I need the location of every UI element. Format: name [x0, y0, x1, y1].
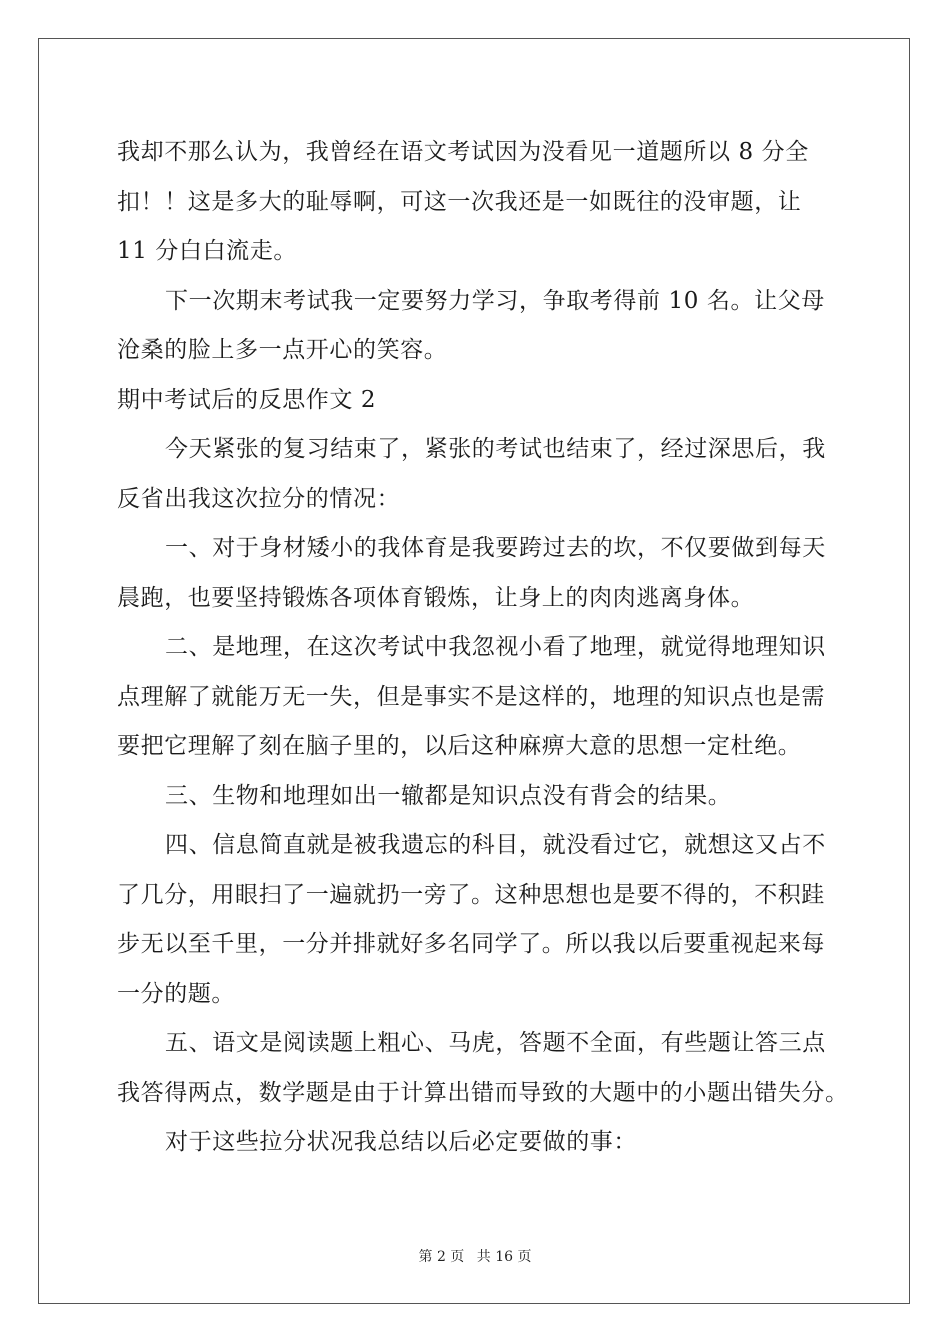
text-line: 晨跑，也要坚持锻炼各项体育锻炼，让身上的肉肉逃离身体。	[117, 584, 755, 611]
text-line: 五、语文是阅读题上粗心、马虎，答题不全面，有些题让答三点	[165, 1030, 826, 1056]
text-line: 下一次期末考试我一定要努力学习，争取考得前 10 名。让父母	[165, 287, 825, 314]
text-line: 三、生物和地理如出一辙都是知识点没有背会的结果。	[165, 782, 732, 809]
text-line: 我却不那么认为，我曾经在语文考试因为没看见一道题所以 8 分全	[117, 139, 809, 165]
document-body	[117, 128, 849, 1168]
text-line: 反省出我这次拉分的情况：	[117, 485, 401, 512]
page-footer	[0, 1246, 950, 1266]
text-line: 一、对于身材矮小的我体育是我要跨过去的坎，不仅要做到每天	[165, 535, 826, 561]
text-line: 步无以至千里，一分并排就好多名同学了。所以我以后要重视起来每	[117, 931, 825, 957]
text-line: 二、是地理，在这次考试中我忽视小看了地理，就觉得地理知识	[165, 634, 826, 660]
text-line: 沧桑的脸上多一点开心的笑容。	[117, 337, 448, 363]
text-line: 今天紧张的复习结束了，紧张的考试也结束了，经过深思后，我	[165, 436, 826, 462]
text-line: 要把它理解了刻在脑子里的，以后这种麻痹大意的思想一定杜绝。	[117, 733, 802, 759]
page-number: 第 2 页	[418, 1249, 465, 1265]
page-total: 共 16 页	[476, 1249, 532, 1265]
section-heading: 期中考试后的反思作文 2	[117, 386, 377, 413]
text-line: 点理解了就能万无一失，但是事实不是这样的，地理的知识点也是需	[117, 683, 825, 710]
text-line: 我答得两点，数学题是由于计算出错而导致的大题中的小题出错失分。	[117, 1079, 849, 1106]
text-line: 扣！！这是多大的耻辱啊，可这一次我还是一如既往的没审题，让	[117, 188, 802, 215]
text-line: 了几分，用眼扫了一遍就扔一旁了。这种思想也是要不得的，不积跬	[117, 881, 825, 908]
text-line: 对于这些拉分状况我总结以后必定要做的事：	[165, 1129, 637, 1155]
text-line: 11 分白白流走。	[117, 238, 297, 264]
text-line: 四、信息简直就是被我遗忘的科目，就没看过它，就想这又占不	[165, 832, 826, 858]
text-line: 一分的题。	[117, 980, 235, 1007]
